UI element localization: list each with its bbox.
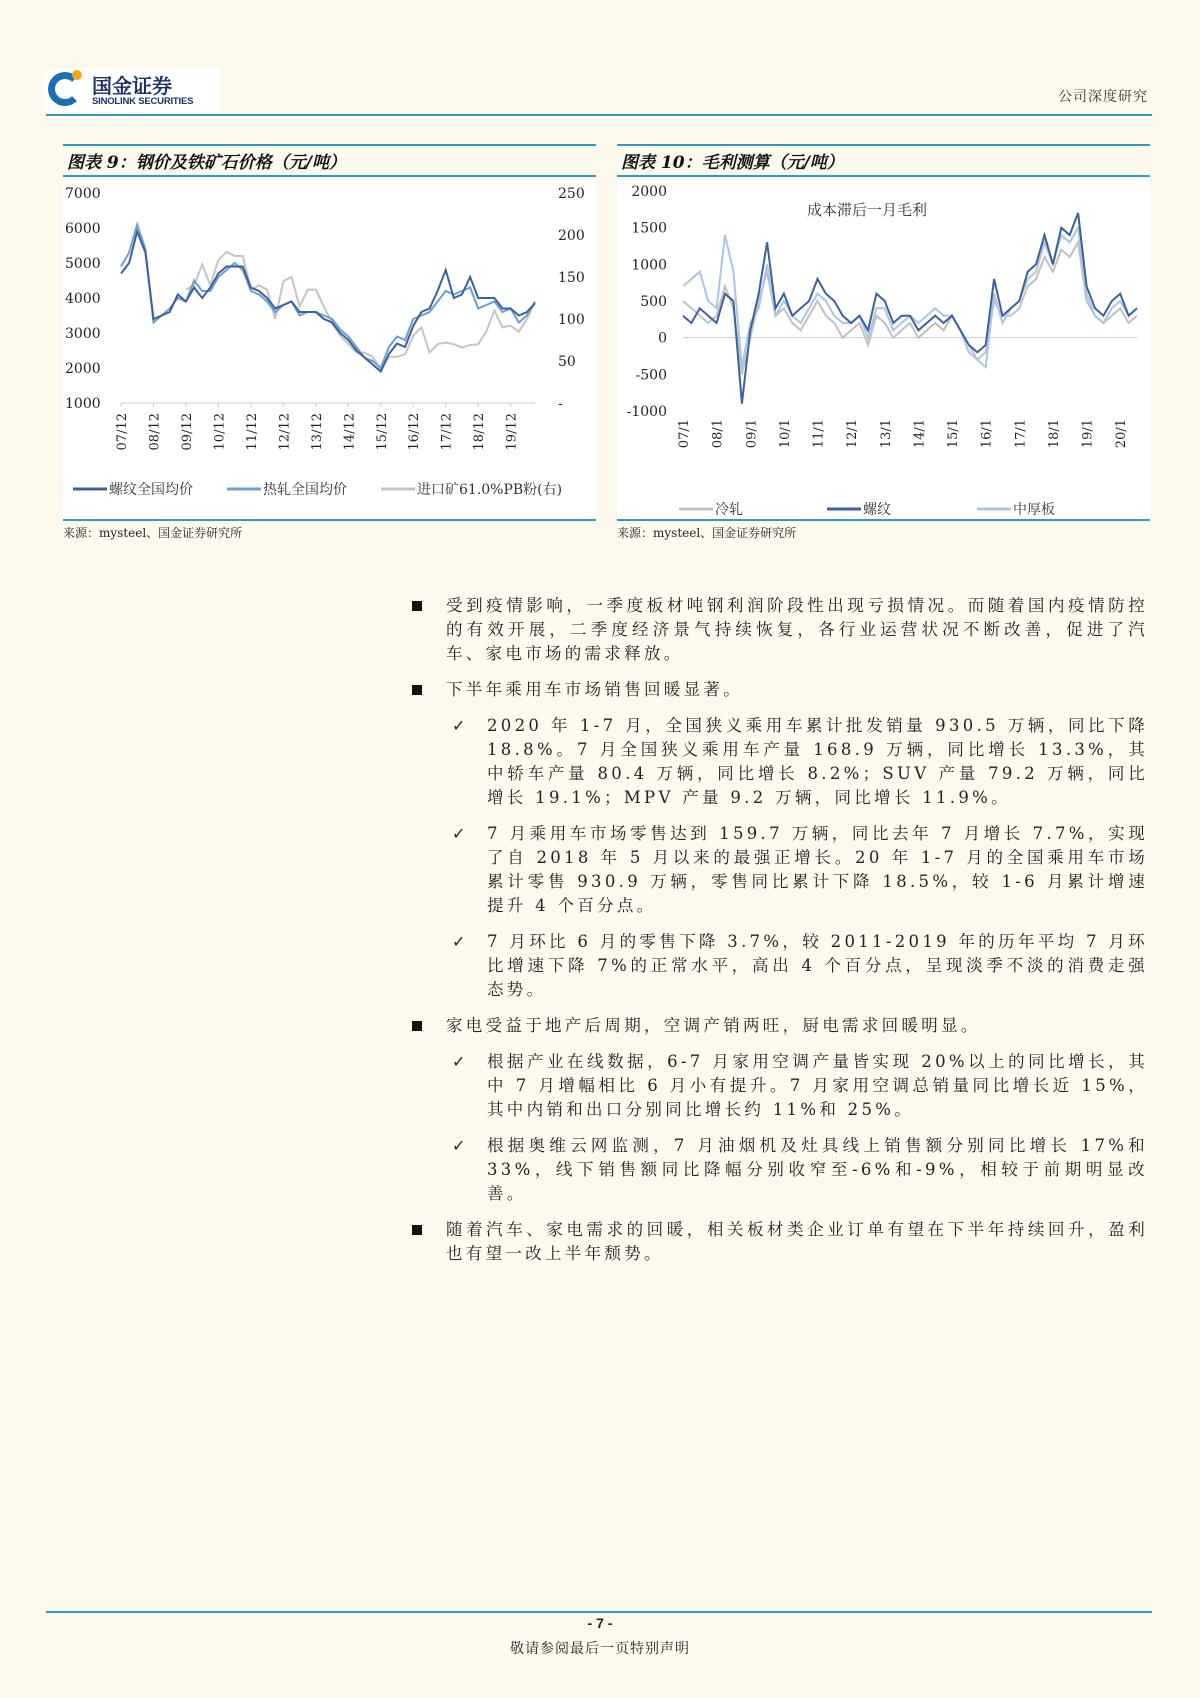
checkmark-icon: ✓ [452, 716, 469, 735]
x-tick-label: 14/12 [342, 413, 358, 451]
checkmark-icon: ✓ [452, 1052, 469, 1071]
series-line-1 [121, 225, 535, 369]
bullet-item [412, 594, 1148, 666]
checkmark-icon: ✓ [452, 1136, 469, 1155]
legend-rebar: 螺纹 [863, 502, 891, 518]
square-bullet-icon [412, 601, 422, 611]
doc-type-label: 公司深度研究 [1058, 89, 1148, 105]
check-item [412, 930, 1148, 1002]
disclaimer: 敬请参阅最后一页特别声明 [510, 1641, 690, 1657]
x-tick-label: 12/1 [845, 419, 861, 449]
item-text: 根据奥维云网监测，7 月油烟机及灶具线上销售额分别同比增长 17%和 33%，线下销售额同比降幅分别收窄至-6%和-9%，相较于前期明显改善。 [487, 1136, 1148, 1203]
chart-9-plot [63, 179, 596, 519]
item-text: 7 月乘用车市场零售达到 159.7 万辆，同比去年 7 月增长 7.7%，实现了自 2018 年 5 月以来的最强正增长。20 年 1-7 月的全国乘用车市场累计零售 930.9 万辆，零售同比累计下降 18.5%，较 1-6 月累计增速提升 4 个百分点。 [487, 824, 1148, 915]
y-tick-label: -500 [635, 367, 667, 384]
item-text: 受到疫情影响，一季度板材吨钢利润阶段性出现亏损情况。而随着国内疫情防控的有效开展，二季度经济景气持续恢复，各行业运营状况不断改善，促进了汽车、家电市场的需求释放。 [446, 596, 1148, 663]
item-text: 家电受益于地产后周期，空调产销两旺，厨电需求回暖明显。 [446, 1016, 981, 1035]
y-right-tick-label: - [558, 396, 563, 412]
x-tick-label: 20/1 [1114, 419, 1130, 449]
body-text [412, 594, 1148, 1278]
legend-rebar: 螺纹全国均价 [109, 482, 193, 498]
square-bullet-icon [412, 1021, 422, 1031]
y-right-tick-label: 200 [558, 228, 585, 244]
legend-iron-ore: 进口矿61.0%PB粉(右) [417, 482, 563, 498]
x-tick-label: 07/12 [115, 413, 130, 451]
x-tick-label: 18/12 [472, 413, 488, 451]
square-bullet-icon [412, 685, 422, 695]
series-line-2 [683, 228, 1137, 367]
bullet-item [412, 1014, 1148, 1038]
y-tick-label: 1000 [631, 257, 667, 274]
x-tick-label: 09/12 [179, 413, 195, 451]
rule [63, 519, 596, 521]
item-text: 7 月环比 6 月的零售下降 3.7%，较 2011-2019 年的历年平均 7 月环比增速下降 7%的正常水平，高出 4 个百分点，呈现淡季不淡的消费走强态势。 [487, 932, 1148, 999]
chart-source: 来源：mysteel、国金证券研究所 [617, 526, 797, 540]
x-tick-label: 17/12 [439, 413, 455, 451]
y-left-tick-label: 3000 [65, 326, 101, 342]
page-number: - 7 - [587, 1615, 613, 1631]
series-line-0 [121, 232, 535, 372]
header-rule [46, 114, 1152, 116]
check-item [412, 1050, 1148, 1122]
x-tick-label: 16/12 [407, 413, 423, 451]
x-tick-label: 10/12 [212, 413, 228, 451]
company-logo [46, 68, 220, 112]
y-tick-label: 1500 [631, 220, 667, 237]
checkmark-icon: ✓ [452, 824, 469, 843]
chart-title: 图表 10：毛利测算（元/吨） [621, 153, 844, 173]
x-tick-label: 11/12 [244, 413, 260, 451]
bullet-item [412, 678, 1148, 702]
rule [617, 144, 1150, 146]
x-tick-label: 11/1 [811, 419, 827, 449]
x-tick-label: 15/12 [374, 413, 390, 451]
y-right-tick-label: 150 [558, 270, 585, 286]
x-tick-label: 09/1 [744, 419, 760, 449]
item-text: 2020 年 1-7 月，全国狭义乘用车累计批发销量 930.5 万辆，同比下降 18.8%。7 月全国狭义乘用车产量 168.9 万辆，同比增长 13.3%，其中轿车产量 80.4 万辆，同比增长 8.2%；SUV 产量 79.2 万辆，同比增长 19.1%；MPV 产量 9.2 万辆，同比增长 11.9%。 [487, 716, 1148, 807]
x-tick-label: 15/1 [946, 419, 962, 449]
chart-title: 图表 9：钢价及铁矿石价格（元/吨） [67, 153, 346, 173]
y-right-tick-label: 250 [558, 186, 585, 202]
check-item [412, 822, 1148, 918]
annotation: 成本滞后一月毛利 [807, 201, 928, 219]
y-right-tick-label: 50 [558, 354, 576, 370]
y-left-tick-label: 7000 [65, 186, 101, 202]
item-text: 随着汽车、家电需求的回暖，相关板材类企业订单有望在下半年持续回升，盈利也有望一改上半年颓势。 [446, 1220, 1148, 1263]
rule [63, 144, 596, 146]
chart-source: 来源：mysteel、国金证券研究所 [63, 526, 243, 540]
y-right-tick-label: 100 [558, 312, 585, 328]
checkmark-icon: ✓ [452, 932, 469, 951]
x-tick-label: 07/1 [677, 419, 692, 449]
logo-dot-icon [72, 70, 82, 80]
x-tick-label: 10/1 [777, 419, 793, 449]
check-item [412, 1134, 1148, 1206]
x-tick-label: 08/12 [147, 413, 163, 451]
y-tick-label: 0 [658, 330, 667, 347]
chart-10-plot [617, 179, 1150, 519]
x-tick-label: 13/12 [309, 413, 325, 451]
legend-cold-rolled: 冷轧 [715, 502, 743, 518]
logo-en-text: SINOLINK SECURITIES [92, 96, 194, 107]
x-tick-label: 13/1 [878, 419, 894, 449]
legend-plate: 中厚板 [1013, 502, 1055, 518]
x-tick-label: 16/1 [979, 419, 995, 449]
y-tick-label: -1000 [626, 404, 667, 420]
y-left-tick-label: 1000 [65, 396, 101, 412]
x-tick-label: 19/12 [504, 413, 520, 451]
item-text: 下半年乘用车市场销售回暖显著。 [446, 680, 743, 699]
y-left-tick-label: 6000 [65, 221, 101, 237]
rule [617, 519, 1150, 521]
y-left-tick-label: 4000 [65, 291, 101, 307]
x-tick-label: 17/1 [1013, 419, 1029, 449]
x-tick-label: 18/1 [1046, 419, 1062, 449]
check-item [412, 714, 1148, 810]
y-tick-label: 2000 [631, 184, 667, 200]
x-tick-label: 08/1 [710, 419, 726, 449]
x-tick-label: 12/12 [277, 413, 293, 451]
rule [63, 175, 596, 177]
bullet-item [412, 1218, 1148, 1266]
x-tick-label: 19/1 [1080, 419, 1096, 449]
square-bullet-icon [412, 1225, 422, 1235]
y-left-tick-label: 2000 [65, 361, 101, 377]
series-line-0 [683, 242, 1137, 374]
item-text: 根据产业在线数据，6-7 月家用空调产量皆实现 20%以上的同比增长，其中 7 月增幅相比 6 月小有提升。7 月家用空调总销量同比增长近 15%，其中内销和出口分别同比增长约 11%和 25%。 [487, 1052, 1148, 1119]
x-tick-label: 14/1 [912, 419, 928, 449]
legend-hot-rolled: 热轧全国均价 [263, 482, 347, 498]
logo-cn-text: 国金证券 [92, 74, 172, 98]
y-tick-label: 500 [640, 294, 667, 310]
y-left-tick-label: 5000 [65, 256, 101, 272]
footer-rule [46, 1611, 1152, 1613]
rule [617, 175, 1150, 177]
